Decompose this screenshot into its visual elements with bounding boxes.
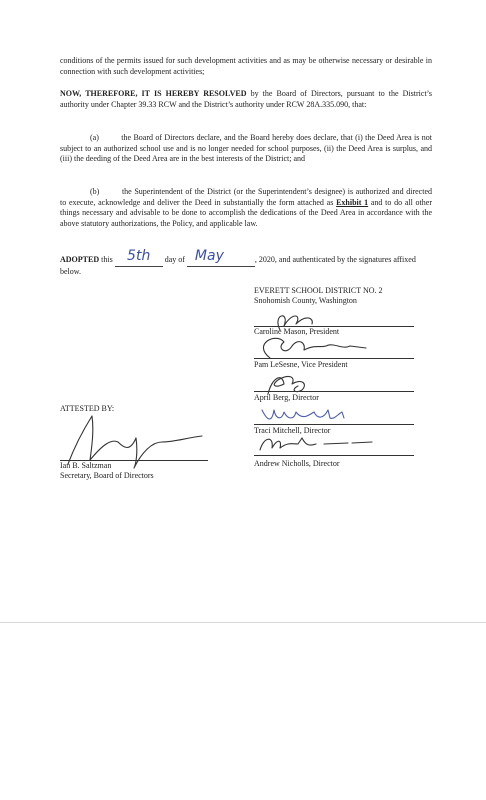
adopted-label: ADOPTED — [60, 255, 100, 264]
adopted-day-blank — [115, 248, 163, 267]
adopted-day-of: day of — [162, 255, 187, 264]
item-b-text-after: and to do all other things necessary and advisable to be done to accomplish the dedications of the Deed Area in accordance with the above statutory authorizations, the Policy, and applicable law. — [60, 197, 432, 228]
resolved-text: by the Board of Directors, pursuant to the District’s authority under Chapter 39.33 RCW and the District’s authority under RCW 28A.335.090, that: — [60, 89, 433, 109]
paragraph-resolved — [60, 89, 432, 110]
adopted-statement — [60, 248, 432, 277]
district-name: EVERETT SCHOOL DISTRICT NO. 2 — [254, 286, 383, 295]
adopted-this: this — [99, 255, 115, 264]
signature-line-berg — [254, 391, 414, 392]
paragraph-item-a — [60, 133, 432, 165]
signature-line-lesesne — [254, 358, 414, 359]
signature-line-nicholls — [254, 455, 414, 456]
page-bottom-edge — [0, 622, 486, 623]
attest-name: Ian B. Saltzman — [60, 461, 112, 470]
adopted-day-handwritten: 5th — [127, 248, 151, 264]
signatory-berg: April Berg, Director — [254, 393, 319, 402]
signatory-nicholls: Andrew Nicholls, Director — [254, 459, 340, 468]
item-a-marker: (a) — [90, 133, 99, 142]
attested-by-label: ATTESTED BY: — [60, 404, 115, 413]
signature-nicholls — [252, 432, 376, 456]
signatory-lesesne: Pam LeSesne, Vice President — [254, 360, 348, 369]
attest-title: Secretary, Board of Directors — [60, 471, 154, 480]
adopted-month-blank — [187, 248, 255, 267]
district-county: Snohomish County, Washington — [254, 296, 357, 305]
signature-line-mitchell — [254, 424, 414, 425]
signatory-mitchell: Traci Mitchell, Director — [254, 426, 331, 435]
exhibit-link: Exhibit 1 — [336, 197, 369, 207]
signature-mitchell — [258, 404, 354, 426]
item-a-text: the Board of Directors declare, and the Board hereby does declare, that (i) the Deed Area is not subject to an authorized school use and is no longer needed for school purposes, (ii) the Deed Area is surplus, and (iii) the deeding of the Deed Area are in the best interests of the District; and — [60, 133, 432, 164]
item-b-text-before: the Superintendent of the District (or the Superintendent’s designee) is authorized and directed to execute, acknowledge and deliver the Deed in substantially the form attached as — [60, 187, 432, 207]
item-b-marker: (b) — [90, 187, 100, 196]
paragraph-conditions — [60, 56, 432, 77]
paragraph-item-b — [60, 187, 432, 229]
adopted-year-text: , 2020, and authenticated by the signatures affixed below. — [60, 255, 416, 276]
paragraph-conditions-text: conditions of the permits issued for such development activities and as may be otherwise necessary or desirable in connection with such development activities; — [60, 56, 432, 76]
adopted-month-handwritten: May — [194, 248, 224, 264]
resolved-lead: NOW, THEREFORE, IT IS HEREBY RESOLVED — [60, 89, 247, 98]
signatory-mason: Caroline Mason, President — [254, 327, 340, 336]
